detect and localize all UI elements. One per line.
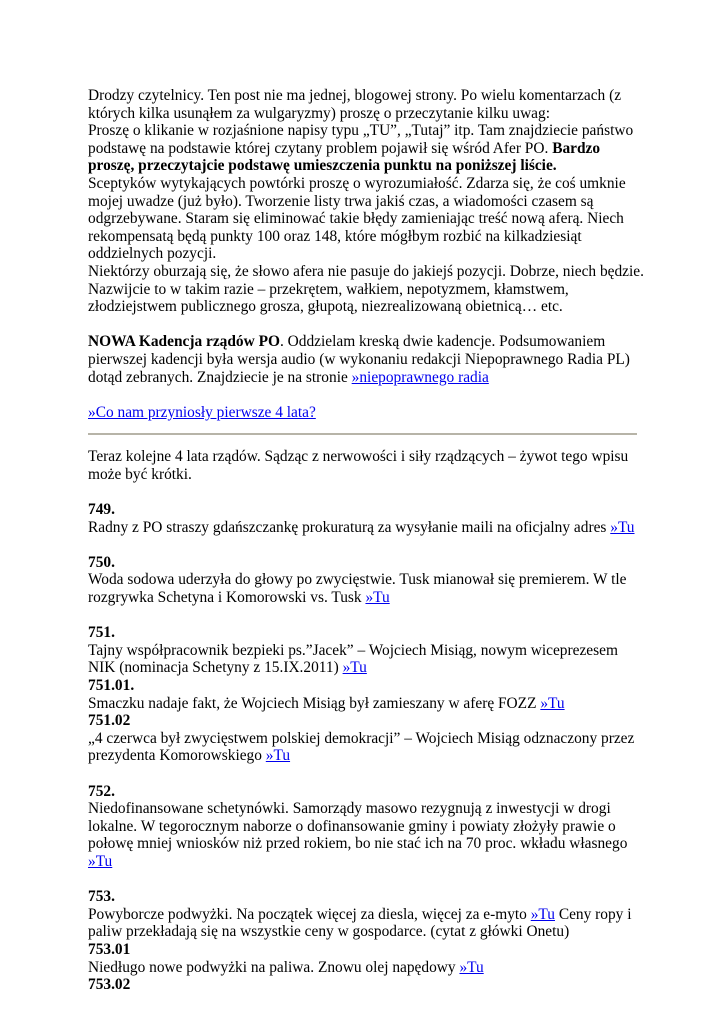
tu-link[interactable]: »Tu: [88, 852, 113, 870]
intro-text-4: Niektórzy oburzają się, że słowo afera nie pasuje do jakiejś pozycji. Dobrze, niech będzie. Nazwijcie to w takim razie – przekrętem, wałkiem, nepotyzmem, kłamstwem, złodziejstwem publicznego grosza, głupotą, niezrealizowaną obietnicą… etc.: [88, 262, 644, 316]
entry-text: Niedługo nowe podwyżki na paliwa. Znowu olej napędowy: [88, 958, 460, 976]
entry-text: Tajny współpracownik bezpieki ps.”Jacek” – Wojciech Misiąg, nowym wiceprezesem NIK (nominacja Schetyny z 15.IX.2011): [88, 641, 618, 677]
kadencja-text: . Oddzielam kreską dwie kadencje. Podsumowaniem pierwszej kadencji była wersja audio (w wykonaniu redakcji Niepoprawnego Radia PL) dotąd zebranych. Znajdziecie je na stronie: [88, 333, 630, 386]
tu-link[interactable]: »Tu: [365, 589, 390, 607]
entry-number: 753.02: [88, 976, 131, 994]
tu-link[interactable]: »Tu: [610, 518, 635, 536]
tu-link[interactable]: »Tu: [342, 659, 367, 677]
entry-text: Radny z PO straszy gdańszczankę prokuraturą za wysyłanie maili na oficjalny adres: [88, 518, 611, 536]
intro-text-3: Sceptyków wytykających powtórki proszę o wyrozumiałość. Zdarza się, że coś umknie mojej uwadze (już było). Tworzenie listy trwa jakiś czas, a wiadomości czasem są odgrzebywane. Staram się eliminować takie błędy zamieniając treść nową aferą. Niech rekompensatą będą punkty 100 oraz 148, które mógłbym rozbić na kilkadziesiąt oddzielnych pozycji.: [88, 174, 626, 263]
entry-749: [88, 501, 648, 536]
entry-number: 752.: [88, 782, 115, 800]
tu-link[interactable]: »Tu: [265, 747, 291, 765]
entry-number: 751.01.: [88, 677, 135, 694]
niepoprawne-radio-link[interactable]: »niepoprawnego radia: [351, 368, 489, 386]
entry-text: Powyborcze podwyżki. Na początek więcej za diesla, więcej za e-myto: [88, 905, 531, 923]
entry-number: 750.: [88, 553, 115, 571]
entry-751: [88, 624, 648, 765]
second-term-intro: Teraz kolejne 4 lata rządów. Sądząc z nerwowości i siły rządzących – żywot tego wpisu może być krótki.: [88, 448, 629, 483]
tu-link[interactable]: »Tu: [530, 905, 555, 923]
entry-text: „4 czerwca był zwycięstwem polskiej demokracji” – Wojciech Misiąg odznaczony przez prezydenta Komorowskiego: [88, 729, 635, 765]
entry-753: [88, 888, 648, 994]
entry-text: Niedofinansowane schetynówki. Samorządy masowo rezygnują z inwestycji w drogi lokalne. W tegorocznym naborze o dofinansowanie gminy i powiaty złożyły prawie o połowę mniej wniosków niż przed rokiem, bo nie stać ich na 70 proc. wkładu własnego: [88, 800, 628, 853]
intro-bold-request: Bardzo proszę, przeczytajcie podstawę umieszczenia punktu na poniższej liście.: [88, 139, 601, 175]
entry-number: 751.: [88, 624, 115, 642]
kadencja-paragraph: [88, 333, 648, 386]
tu-link[interactable]: »Tu: [459, 958, 484, 976]
first-term-link[interactable]: »Co nam przyniosły pierwsze 4 lata?: [88, 403, 316, 421]
term-divider: [88, 433, 637, 435]
intro-text-2: Proszę o klikanie w rozjaśnione napisy typu „TU”, „Tutaj” itp. Tam znajdziecie państwo podstawę na podstawie której czytany problem pojawił się wśród Afer PO.: [88, 122, 634, 157]
entry-text: Smaczku nadaje fakt, że Wojciech Misiąg był zamieszany w aferę FOZZ: [88, 694, 541, 712]
entry-text: Woda sodowa uderzyła do głowy po zwycięstwie. Tusk mianował się premierem. W tle rozgrywka Schetyna i Komorowski vs. Tusk: [88, 571, 627, 607]
entry-752: [88, 783, 648, 871]
intro-paragraph: [88, 87, 648, 316]
kadencja-heading: NOWA Kadencja rządów PO: [88, 333, 280, 351]
entry-number: 753.: [88, 888, 115, 906]
entry-number: 753.01: [88, 940, 131, 958]
entry-number: 751.02: [88, 712, 131, 730]
tu-link[interactable]: »Tu: [540, 694, 565, 712]
entry-750: [88, 554, 648, 607]
entry-number: 749.: [88, 501, 115, 519]
document-page: [88, 87, 648, 994]
intro-text-1: Drodzy czytelnicy. Ten post nie ma jednej, blogowej strony. Po wielu komentarzach (z których kilka usunąłem za wulgaryzmy) proszę o przeczytanie kilku uwag:: [88, 87, 622, 122]
entry-text-after: Ceny ropy i paliw przekładają się na wszystkie ceny w gospodarce. (cytat z główki Onetu): [88, 905, 632, 941]
